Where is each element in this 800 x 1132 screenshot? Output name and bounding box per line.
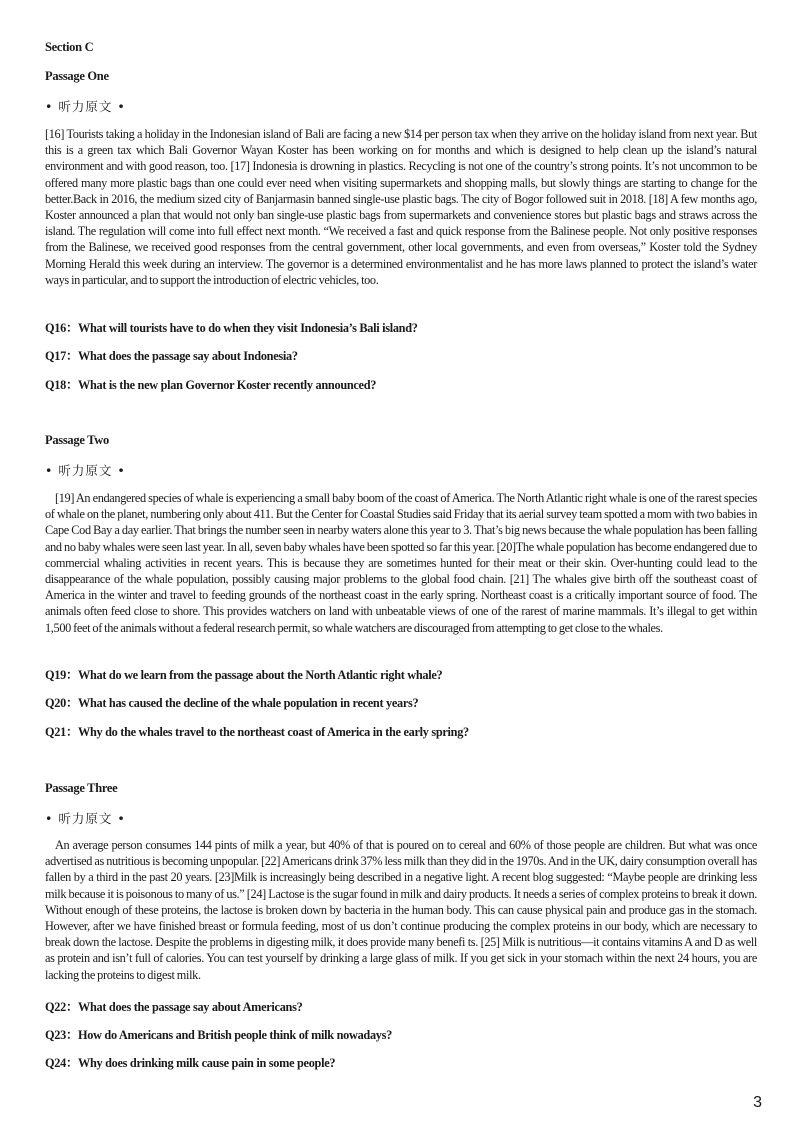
question-16: Q16：What will tourists have to do when they visit Indonesia’s Bali island? [45, 321, 418, 335]
passage-two-marker: • 听力原文 • [45, 463, 126, 478]
question-19: Q19：What do we learn from the passage about the North Atlantic right whale? [45, 668, 443, 682]
passage-two-title: Passage Two [45, 433, 109, 447]
question-18: Q18：What is the new plan Governor Koster recently announced? [45, 378, 377, 392]
question-20: Q20：What has caused the decline of the whale population in recent years? [45, 696, 419, 710]
page-number: 3 [753, 1094, 762, 1111]
section-title: Section C [45, 40, 94, 54]
question-17: Q17：What does the passage say about Indonesia? [45, 349, 298, 363]
passage-three-marker: • 听力原文 • [45, 811, 126, 826]
question-21: Q21：Why do the whales travel to the northeast coast of America in the early spring? [45, 725, 469, 739]
passage-two-text: [19] An endangered species of whale is experiencing a small baby boom of the coast of America. The North Atlantic right whale is one of the rarest species of whale on the planet, numbering only about 411. But the Center for Coastal Studies said Friday that its aerial survey team spotted a mom with two babies in Cape Cod Bay a day earlier. That brings the number seen in nearby waters alone this year to 3. That’s big news because the whale population has been falling and no baby whales were seen last year. In all, seven baby whales have been spotted so far this year. [20]The whale population has become endangered due to commercial whaling activities in recent years. This is because they are sometimes hunted for their meat or their skin. Over-hunting could lead to the disappearance of the whale population, possibly causing major problems to the global food chain. [21] The whales give birth off the southeast coast of America in the winter and travel to feeding grounds of the northeast coast in the early spring. Northeast coast is a critically important source of food. The animals often feed close to shore. This provides watchers on land with unbeatable views of one of the rarest of marine mammals. It’s illegal to get within 1,500 feet of the animals without a federal research permit, so whale watchers are discouraged from attempting to get close to the whales. [45, 491, 757, 635]
question-22: Q22：What does the passage say about Americans? [45, 1000, 303, 1014]
passage-three-text: An average person consumes 144 pints of milk a year, but 40% of that is poured on to cereal and 60% of those people are children. But what was once advertised as nutritious is becoming unpopular. [22] Americans drink 37% less milk than they did in the 1970s. And in the UK, dairy consumption overall has fallen by a third in the past 20 years. [23]Milk is increasingly being described in a negative light. A recent blog suggested: “Maybe people are drinking less milk because it is poisonous to many of us.” [24] Lactose is the sugar found in milk and dairy products. It needs a series of complex proteins to break it down. Without enough of these proteins, the lactose is broken down by bacteria in the human body. This can cause physical pain and produce gas in the stomach. However, after we have finished breast or formula feeding, most of us don’t continue producing the complex proteins in our body, which are necessary to break down the lactose. Despite the problems in digesting milk, it does provide many benefi ts. [25] Milk is nutritious—it contains vitamins A and D as well as protein and isn’t full of calories. You can test yourself by drinking a large glass of milk. If you get sick in your stomach within the next 24 hours, you are lacking the proteins to digest milk. [45, 838, 757, 982]
passage-one-title: Passage One [45, 69, 109, 83]
passage-one-text: [16] Tourists taking a holiday in the Indonesian island of Bali are facing a new $14 per person tax when they arrive on the holiday island from next year. But this is a green tax which Bali Governor Wayan Koster has been working on for months and which is designed to help clean up the island’s natural environment and with good reason, too. [17] Indonesia is drowning in plastics. Recycling is not one of the country’s strong points. It’s not uncommon to be offered many more plastic bags than one could ever need when visiting supermarkets and shopping malls, but slowly things are starting to change for the better.Back in 2016, the medium sized city of Banjarmasin banned single-use plastic bags. The city of Bogor followed suit in 2018. [18] A few months ago, Koster announced a plan that would not only ban single-use plastic bags from supermarkets and convenience stores but plastic bags and straws across the island. The regulation will come into full effect next month. “We received a fast and quick response from the Balinese people. Not only positive responses from the Balinese, we received good responses from the central government, other local governments, and even from overseas,” Koster told the Sydney Morning Herald this week during an interview. The governor is a determined environmentalist and he has more laws planned to protect the island’s water ways in particular, and to support the introduction of electric vehicles, too. [45, 127, 757, 287]
question-23: Q23：How do Americans and British people think of milk nowadays? [45, 1028, 392, 1042]
passage-three-title: Passage Three [45, 781, 118, 795]
question-24: Q24：Why does drinking milk cause pain in some people? [45, 1056, 336, 1070]
passage-one-marker: • 听力原文 • [45, 99, 126, 114]
